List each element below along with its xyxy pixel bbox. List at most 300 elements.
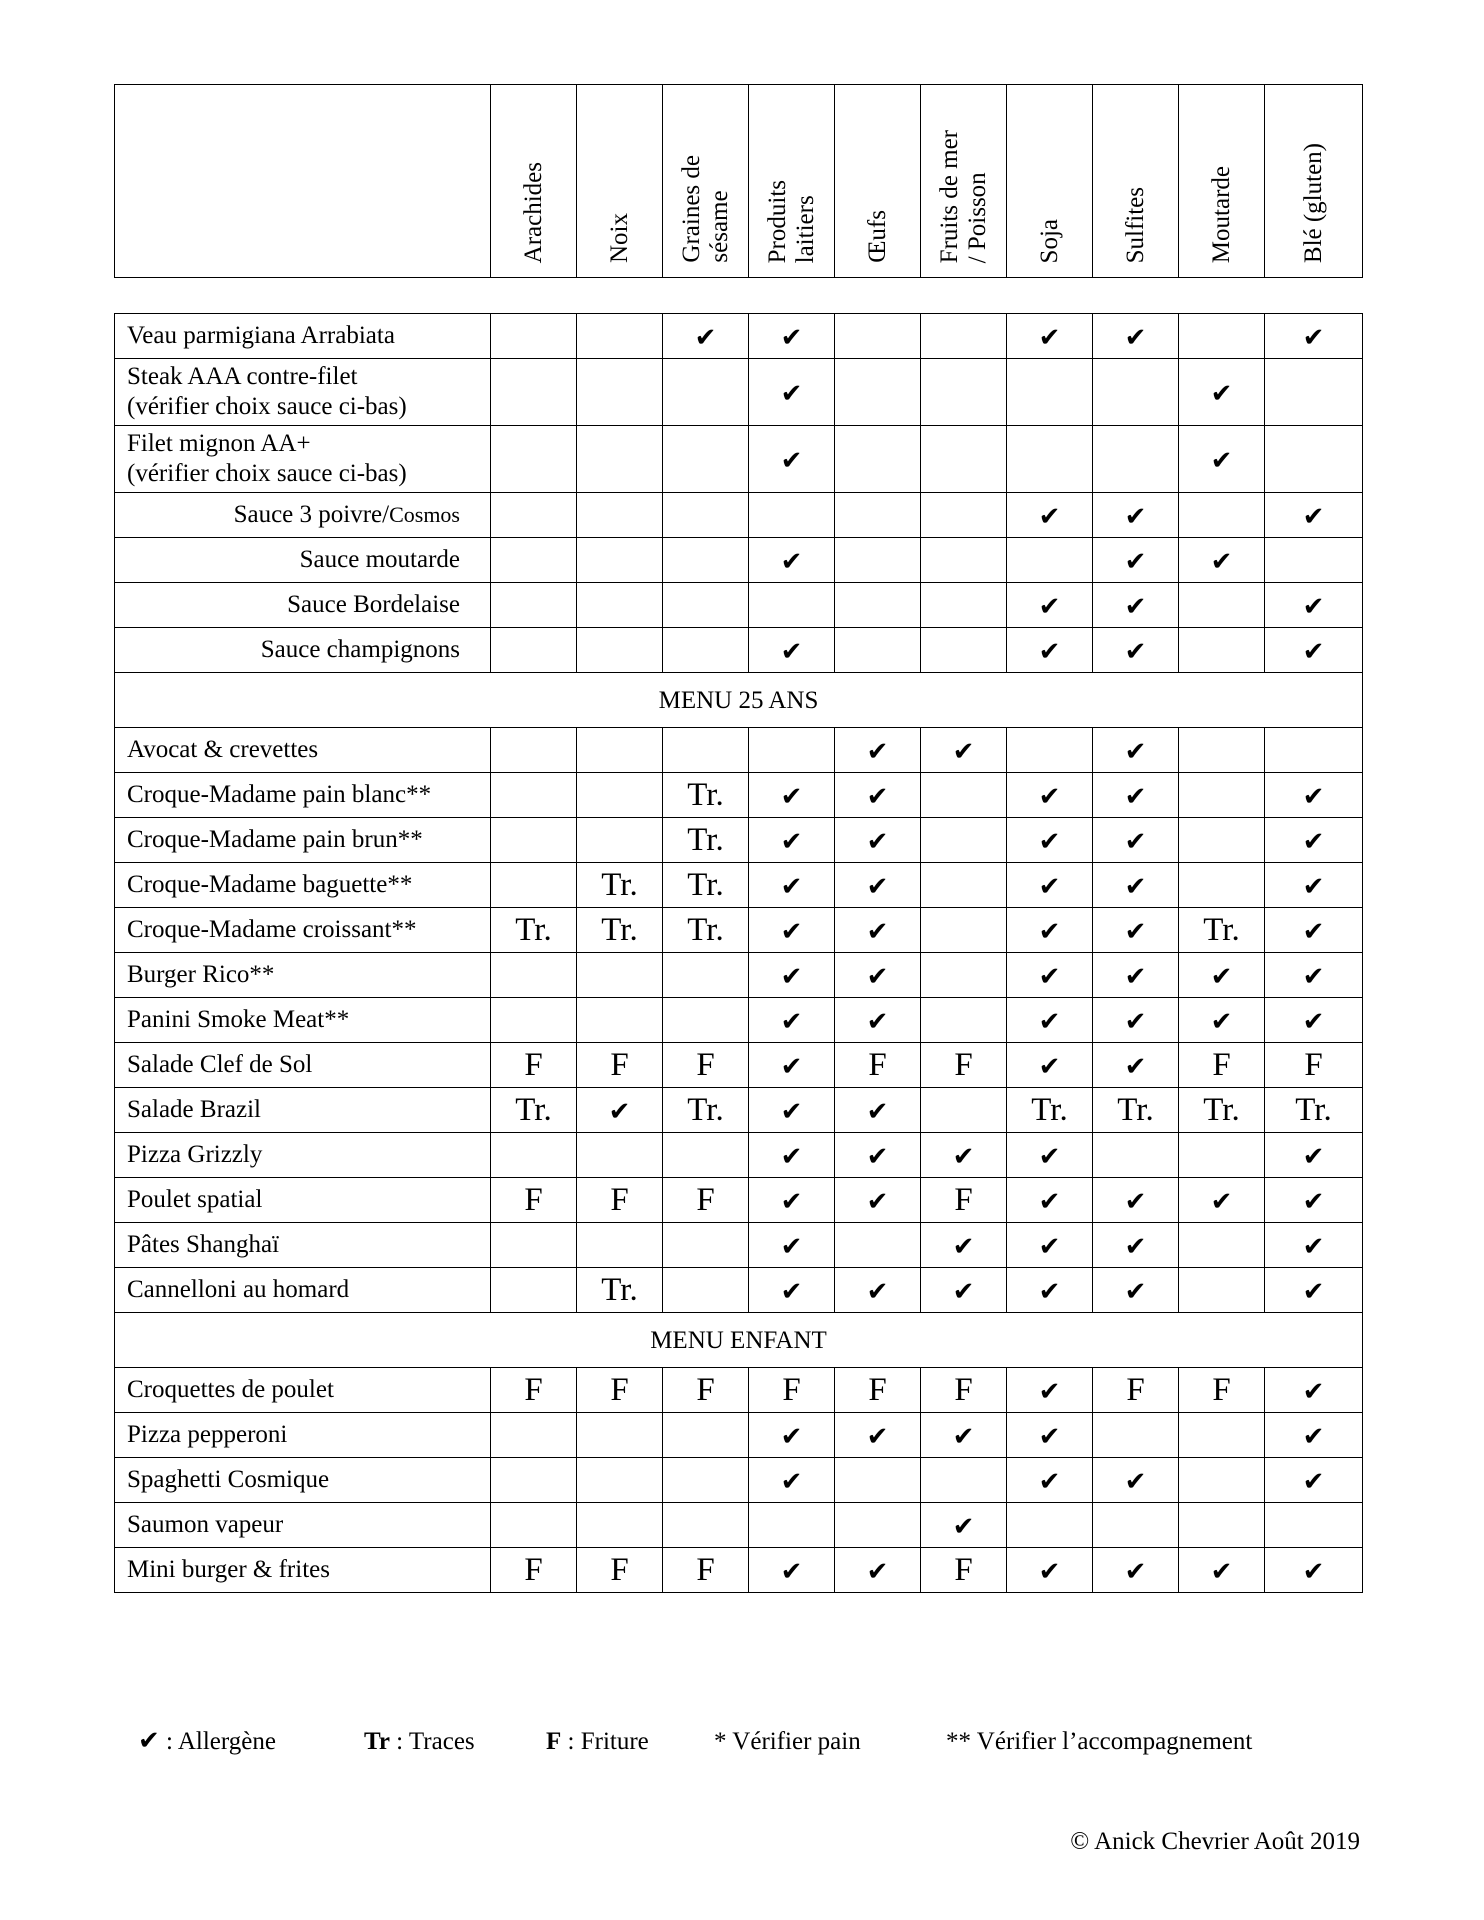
dish-name <box>115 314 491 359</box>
allergen-cell <box>577 1268 663 1313</box>
check-icon: ✔ <box>1124 546 1147 576</box>
column-header-label: Produits laitiers <box>763 179 819 263</box>
allergen-cell <box>749 538 835 583</box>
check-icon: ✔ <box>952 1421 975 1451</box>
check-icon: ✔ <box>952 1231 975 1261</box>
check-icon: ✔ <box>866 781 889 811</box>
allergen-cell <box>663 818 749 863</box>
allergen-cell <box>1007 818 1093 863</box>
allergen-cell <box>1179 1178 1265 1223</box>
dish-name <box>115 1503 491 1548</box>
allergen-cell <box>663 728 749 773</box>
allergen-cell <box>1265 1413 1363 1458</box>
check-icon: ✔ <box>1038 1006 1061 1036</box>
check-icon: ✔ <box>952 1141 975 1171</box>
allergen-cell <box>749 1368 835 1413</box>
check-icon: ✔ <box>138 1726 160 1755</box>
allergen-cell <box>749 628 835 673</box>
dish-name-text: Cannelloni au homard <box>127 1276 350 1303</box>
allergen-cell <box>491 1043 577 1088</box>
check-icon: ✔ <box>1302 1006 1325 1036</box>
dish-name-text: Spaghetti Cosmique <box>127 1466 330 1493</box>
dish-name <box>115 1368 491 1413</box>
table-row <box>115 538 1363 583</box>
dish-name <box>115 818 491 863</box>
column-header <box>835 85 921 278</box>
allergen-cell <box>1265 493 1363 538</box>
check-icon: ✔ <box>1302 322 1325 352</box>
allergen-cell <box>491 314 577 359</box>
dish-name-text: Burger Rico** <box>127 961 275 988</box>
dish-name-text: Poulet spatial <box>127 1186 263 1213</box>
allergen-cell <box>577 773 663 818</box>
column-header-label: Œufs <box>863 210 891 263</box>
check-icon: ✔ <box>780 916 803 946</box>
column-header-label: Graines de sésame <box>677 155 733 263</box>
dish-name <box>115 1413 491 1458</box>
table-row <box>115 628 1363 673</box>
allergen-cell <box>1093 1178 1179 1223</box>
column-header <box>921 85 1007 278</box>
check-icon: ✔ <box>1038 871 1061 901</box>
check-icon: ✔ <box>780 1231 803 1261</box>
friture-mark: F <box>954 1181 973 1218</box>
allergen-cell <box>491 1133 577 1178</box>
dish-name <box>115 1458 491 1503</box>
dish-name <box>115 908 491 953</box>
table-row <box>115 1088 1363 1133</box>
check-icon: ✔ <box>1038 961 1061 991</box>
allergen-cell <box>1265 1178 1363 1223</box>
check-icon: ✔ <box>780 1096 803 1126</box>
check-icon: ✔ <box>780 871 803 901</box>
allergen-cell <box>1179 538 1265 583</box>
allergen-cell <box>1093 1458 1179 1503</box>
table-row <box>115 493 1363 538</box>
column-header <box>1265 85 1363 278</box>
traces-mark: Tr. <box>515 1091 552 1128</box>
allergen-cell <box>835 908 921 953</box>
allergen-cell <box>1179 908 1265 953</box>
allergen-cell <box>749 1133 835 1178</box>
check-icon: ✔ <box>952 1511 975 1541</box>
allergen-cell <box>1007 1088 1093 1133</box>
dish-name <box>115 359 491 426</box>
dish-name <box>115 1548 491 1593</box>
allergen-cell <box>577 728 663 773</box>
allergen-cell <box>1007 863 1093 908</box>
check-icon: ✔ <box>1302 636 1325 666</box>
check-icon: ✔ <box>1124 591 1147 621</box>
allergen-cell <box>1093 728 1179 773</box>
check-icon: ✔ <box>1038 1186 1061 1216</box>
allergen-cell <box>491 1548 577 1593</box>
allergen-cell <box>663 314 749 359</box>
traces-mark: Tr. <box>1117 1091 1154 1128</box>
check-icon: ✔ <box>780 1276 803 1306</box>
allergen-cell <box>1093 863 1179 908</box>
allergen-cell <box>835 493 921 538</box>
allergen-cell <box>663 538 749 583</box>
allergen-cell <box>663 1043 749 1088</box>
check-icon: ✔ <box>1038 1141 1061 1171</box>
traces-mark: Tr. <box>687 866 724 903</box>
check-icon: ✔ <box>1210 546 1233 576</box>
check-icon: ✔ <box>866 961 889 991</box>
legend-pain: * Vérifier pain <box>714 1728 861 1755</box>
allergen-cell <box>1093 1548 1179 1593</box>
friture-mark: F <box>610 1181 629 1218</box>
allergen-cell <box>835 426 921 493</box>
allergen-cell <box>1093 953 1179 998</box>
allergen-cell <box>491 818 577 863</box>
table-row <box>115 314 1363 359</box>
allergen-cell <box>1265 1458 1363 1503</box>
check-icon: ✔ <box>866 871 889 901</box>
traces-mark: Tr. <box>687 776 724 813</box>
allergen-cell <box>921 1133 1007 1178</box>
header-row <box>115 85 1363 278</box>
dish-name-text: Pizza Grizzly <box>127 1141 263 1168</box>
check-icon: ✔ <box>1302 1421 1325 1451</box>
allergen-cell <box>1265 538 1363 583</box>
allergen-cell <box>1179 583 1265 628</box>
allergen-cell <box>921 1458 1007 1503</box>
allergen-cell <box>1179 773 1265 818</box>
dish-name-text: Panini Smoke Meat** <box>127 1006 350 1033</box>
traces-mark: Tr. <box>601 1271 638 1308</box>
allergen-cell <box>1007 728 1093 773</box>
allergen-cell <box>577 426 663 493</box>
check-icon: ✔ <box>1302 781 1325 811</box>
dish-name <box>115 953 491 998</box>
column-header-label: Blé (gluten) <box>1299 142 1327 263</box>
table-row <box>115 1413 1363 1458</box>
allergen-cell <box>749 818 835 863</box>
traces-mark: Tr. <box>1031 1091 1068 1128</box>
allergen-cell <box>577 908 663 953</box>
traces-mark: Tr. <box>687 821 724 858</box>
check-icon: ✔ <box>866 736 889 766</box>
check-icon: ✔ <box>1124 1231 1147 1261</box>
allergen-cell <box>835 1503 921 1548</box>
check-icon: ✔ <box>1038 322 1061 352</box>
check-icon: ✔ <box>1302 1376 1325 1406</box>
allergen-cell <box>835 1133 921 1178</box>
check-icon: ✔ <box>1302 1186 1325 1216</box>
check-icon: ✔ <box>952 736 975 766</box>
allergen-cell <box>577 583 663 628</box>
allergen-cell <box>577 628 663 673</box>
allergen-cell <box>1093 628 1179 673</box>
allergen-cell <box>749 773 835 818</box>
check-icon: ✔ <box>866 1276 889 1306</box>
traces-mark: Tr. <box>687 911 724 948</box>
allergen-cell <box>577 1413 663 1458</box>
allergen-cell <box>1265 1548 1363 1593</box>
allergen-cell <box>1093 818 1179 863</box>
section-title: MENU ENFANT <box>115 1313 1363 1368</box>
allergen-cell <box>663 908 749 953</box>
allergen-cell <box>577 1503 663 1548</box>
check-icon: ✔ <box>780 445 803 475</box>
dish-name-text: Sauce champignons <box>260 636 460 663</box>
table-row <box>115 998 1363 1043</box>
allergen-cell <box>749 908 835 953</box>
allergen-cell <box>921 538 1007 583</box>
allergen-cell <box>1265 1223 1363 1268</box>
allergen-cell <box>663 863 749 908</box>
allergen-cell <box>1265 953 1363 998</box>
allergen-cell <box>835 1223 921 1268</box>
allergen-cell <box>1093 1088 1179 1133</box>
check-icon: ✔ <box>1038 636 1061 666</box>
allergen-cell <box>1007 1368 1093 1413</box>
dish-name <box>115 998 491 1043</box>
allergen-cell <box>663 1458 749 1503</box>
allergen-cell <box>749 493 835 538</box>
dish-name-suffix: Cosmos <box>389 502 460 527</box>
allergen-cell <box>663 1178 749 1223</box>
dish-name <box>115 583 491 628</box>
allergen-cell <box>1265 863 1363 908</box>
allergen-cell <box>491 1088 577 1133</box>
column-header-label: Moutarde <box>1207 165 1235 263</box>
allergen-cell <box>1093 583 1179 628</box>
dish-name-text: Croque-Madame croissant** <box>127 916 417 943</box>
friture-mark: F <box>1212 1371 1231 1408</box>
allergen-cell <box>1179 953 1265 998</box>
allergen-cell <box>1007 1503 1093 1548</box>
allergen-cell <box>749 728 835 773</box>
allergen-cell <box>577 1368 663 1413</box>
dish-name <box>115 493 491 538</box>
traces-mark: Tr. <box>1295 1091 1332 1128</box>
allergen-cell <box>1093 538 1179 583</box>
check-icon: ✔ <box>780 1186 803 1216</box>
check-icon: ✔ <box>780 1466 803 1496</box>
table-row <box>115 773 1363 818</box>
allergen-cell <box>663 1133 749 1178</box>
allergen-cell <box>1093 1043 1179 1088</box>
allergen-cell <box>663 998 749 1043</box>
allergen-cell <box>1179 1368 1265 1413</box>
dish-name-text: Steak AAA contre-filet (vérifier choix sauce ci-bas) <box>127 363 407 420</box>
column-header <box>491 85 577 278</box>
allergen-cell <box>577 1458 663 1503</box>
dish-name <box>115 728 491 773</box>
column-header-label: Noix <box>605 213 633 263</box>
allergen-cell <box>921 583 1007 628</box>
allergen-cell <box>1179 863 1265 908</box>
traces-mark: Tr. <box>601 911 638 948</box>
allergen-cell <box>577 314 663 359</box>
allergen-cell <box>835 953 921 998</box>
allergen-cell <box>663 1268 749 1313</box>
allergen-cell <box>1007 493 1093 538</box>
dish-name <box>115 863 491 908</box>
allergen-cell <box>1265 998 1363 1043</box>
allergen-cell <box>835 1548 921 1593</box>
column-header <box>1093 85 1179 278</box>
check-icon: ✔ <box>1124 781 1147 811</box>
dish-name-text: Saumon vapeur <box>127 1511 284 1538</box>
allergen-cell <box>1093 1133 1179 1178</box>
allergen-cell <box>1093 1223 1179 1268</box>
allergen-cell <box>491 493 577 538</box>
check-icon: ✔ <box>1302 501 1325 531</box>
allergen-cell <box>577 863 663 908</box>
check-icon: ✔ <box>694 322 717 352</box>
allergen-cell <box>835 1088 921 1133</box>
allergen-cell <box>1093 493 1179 538</box>
check-icon: ✔ <box>1302 1141 1325 1171</box>
allergen-cell <box>1007 1223 1093 1268</box>
friture-mark: F <box>868 1371 887 1408</box>
friture-mark: F <box>954 1551 973 1588</box>
check-icon: ✔ <box>1302 1556 1325 1586</box>
allergen-cell <box>921 1503 1007 1548</box>
allergen-cell <box>577 1088 663 1133</box>
dish-name-text: Avocat & crevettes <box>127 736 319 763</box>
allergen-cell <box>835 538 921 583</box>
allergen-cell <box>921 1368 1007 1413</box>
legend-traces: Tr : Traces <box>364 1728 475 1755</box>
allergen-cell <box>1265 1043 1363 1088</box>
allergen-cell <box>1265 773 1363 818</box>
traces-mark: Tr. <box>601 866 638 903</box>
dish-name <box>115 1088 491 1133</box>
dish-name <box>115 538 491 583</box>
allergen-cell <box>749 1268 835 1313</box>
check-icon: ✔ <box>1302 916 1325 946</box>
check-icon: ✔ <box>866 826 889 856</box>
check-icon: ✔ <box>1124 1186 1147 1216</box>
allergen-cell <box>1179 1223 1265 1268</box>
friture-mark: F <box>954 1046 973 1083</box>
allergen-cell <box>663 773 749 818</box>
traces-mark: Tr. <box>515 911 552 948</box>
check-icon: ✔ <box>780 322 803 352</box>
allergen-cell <box>577 818 663 863</box>
allergen-cell <box>1007 953 1093 998</box>
allergen-cell <box>835 863 921 908</box>
allergen-cell <box>1007 583 1093 628</box>
allergen-cell <box>663 1503 749 1548</box>
table-row <box>115 1223 1363 1268</box>
column-header-label: Fruits de mer / Poisson <box>935 129 991 263</box>
allergen-cell <box>1007 998 1093 1043</box>
check-icon: ✔ <box>1302 1276 1325 1306</box>
dish-name <box>115 1268 491 1313</box>
allergen-cell <box>577 493 663 538</box>
allergen-cell <box>835 1043 921 1088</box>
allergen-cell <box>1265 1368 1363 1413</box>
allergen-cell <box>1007 1043 1093 1088</box>
friture-mark: F <box>524 1181 543 1218</box>
allergen-cell <box>1007 1178 1093 1223</box>
allergen-cell <box>1265 728 1363 773</box>
dish-name <box>115 426 491 493</box>
check-icon: ✔ <box>1124 1276 1147 1306</box>
allergen-cell <box>577 1223 663 1268</box>
allergen-cell <box>1007 314 1093 359</box>
column-header <box>663 85 749 278</box>
allergen-cell <box>491 426 577 493</box>
dish-name <box>115 1043 491 1088</box>
legend-friture: F : Friture <box>546 1728 649 1755</box>
table-row <box>115 1133 1363 1178</box>
allergen-cell <box>1265 908 1363 953</box>
table-row <box>115 1268 1363 1313</box>
allergen-cell <box>663 1548 749 1593</box>
check-icon: ✔ <box>780 781 803 811</box>
allergen-cell <box>749 359 835 426</box>
allergen-cell <box>921 314 1007 359</box>
allergen-cell <box>663 583 749 628</box>
allergen-cell <box>921 998 1007 1043</box>
check-icon: ✔ <box>1124 322 1147 352</box>
dish-name-text: Salade Brazil <box>127 1096 261 1123</box>
allergen-cell <box>663 1368 749 1413</box>
allergen-cell <box>491 1368 577 1413</box>
allergen-cell <box>1265 1088 1363 1133</box>
allergen-cell <box>921 426 1007 493</box>
allergen-cell <box>921 1548 1007 1593</box>
allergen-cell <box>921 953 1007 998</box>
allergen-cell <box>921 728 1007 773</box>
allergen-cell <box>577 998 663 1043</box>
allergen-cell <box>921 773 1007 818</box>
check-icon: ✔ <box>1038 1231 1061 1261</box>
allergen-cell <box>663 1088 749 1133</box>
check-icon: ✔ <box>1124 1051 1147 1081</box>
allergen-cell <box>1007 1458 1093 1503</box>
allergen-cell <box>921 863 1007 908</box>
allergen-cell <box>1179 1413 1265 1458</box>
check-icon: ✔ <box>780 1556 803 1586</box>
allergen-cell <box>491 908 577 953</box>
allergen-cell <box>577 1548 663 1593</box>
check-icon: ✔ <box>1124 636 1147 666</box>
check-icon: ✔ <box>1124 826 1147 856</box>
allergen-cell <box>921 1178 1007 1223</box>
allergen-cell <box>921 359 1007 426</box>
check-icon: ✔ <box>1038 1466 1061 1496</box>
table-row <box>115 1503 1363 1548</box>
allergen-cell <box>663 493 749 538</box>
check-icon: ✔ <box>780 1006 803 1036</box>
allergen-cell <box>663 628 749 673</box>
allergen-cell <box>749 1088 835 1133</box>
allergen-cell <box>749 953 835 998</box>
allergen-cell <box>663 426 749 493</box>
check-icon: ✔ <box>1210 1556 1233 1586</box>
dish-name-text: Pâtes Shanghaï <box>127 1231 280 1258</box>
allergen-cell <box>1093 998 1179 1043</box>
legend-accompagnement: ** Vérifier l’accompagnement <box>946 1728 1253 1755</box>
friture-mark: F <box>868 1046 887 1083</box>
allergen-cell <box>491 1458 577 1503</box>
allergen-cell <box>1007 773 1093 818</box>
allergen-cell <box>491 1178 577 1223</box>
check-icon: ✔ <box>1038 591 1061 621</box>
copyright: © Anick Chevrier Août 2019 <box>1070 1828 1360 1855</box>
check-icon: ✔ <box>1302 1231 1325 1261</box>
allergen-cell <box>1265 1133 1363 1178</box>
allergen-cell <box>1093 773 1179 818</box>
check-icon: ✔ <box>1038 1376 1061 1406</box>
